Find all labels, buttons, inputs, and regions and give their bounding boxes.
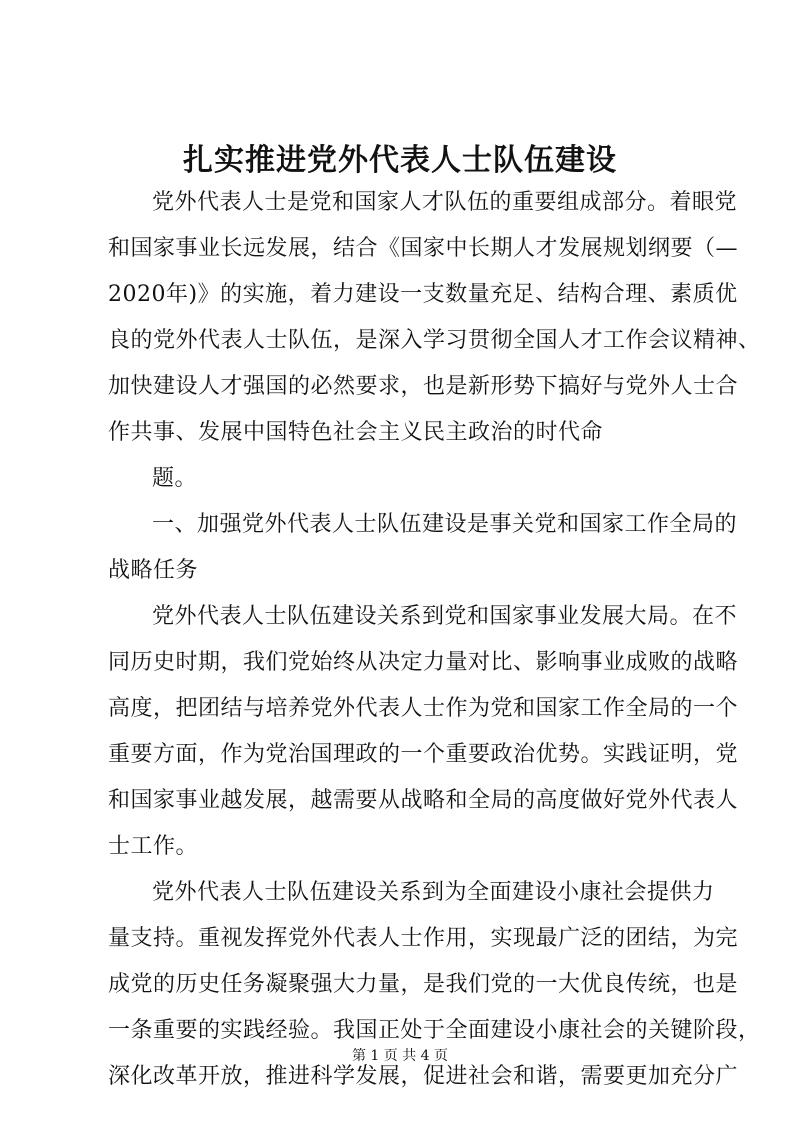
page-footer: 第 1 页 共 4 页 — [351, 1048, 449, 1064]
text-line: 党外代表人士队伍建设关系到党和国家事业发展大局。在不 — [152, 604, 738, 629]
text-line: 党外代表人士队伍建设关系到为全面建设小康社会提供力 — [152, 880, 715, 905]
text-line: 加快建设人才强国的必然要求，也是新形势下搞好与党外人士合 — [108, 374, 739, 399]
text-line: 量支持。重视发挥党外代表人士作用，实现最广泛的团结，为完 — [108, 926, 739, 951]
text-line: 作共事、发展中国特色社会主义民主政治的时代命 — [108, 420, 604, 445]
text-line: 题。 — [152, 466, 198, 491]
text-line: 良的党外代表人士队伍，是深入学习贯彻全国人才工作会议精神、 — [108, 328, 761, 353]
text-line: 一条重要的实践经验。我国正处于全面建设小康社会的关键阶段， — [108, 1018, 761, 1043]
text-line: 深化改革开放，推进科学发展，促进社会和谐，需要更加充分广 — [108, 1064, 739, 1089]
page-title: 扎实推进党外代表人士队伍建设 — [183, 143, 617, 178]
text-line: 高度，把团结与培养党外代表人士作为党和国家工作全局的一个 — [108, 696, 739, 721]
text-line: 成党的历史任务凝聚强大力量，是我们党的一大优良传统，也是 — [108, 972, 739, 997]
text-line: 2020年)》的实施，着力建设一支数量充足、结构合理、素质优 — [108, 282, 738, 307]
text-line: 和国家事业长远发展，结合《国家中长期人才发展规划纲要（— — [108, 236, 739, 261]
text-line: 同历史时期，我们党始终从决定力量对比、影响事业成败的战略 — [108, 650, 739, 675]
text-line: 士工作。 — [108, 834, 199, 859]
section-heading-line: 一、加强党外代表人士队伍建设是事关党和国家工作全局的 — [152, 512, 738, 537]
section-heading-line: 战略任务 — [108, 558, 199, 583]
text-line: 重要方面，作为党治国理政的一个重要政治优势。实践证明，党 — [108, 742, 739, 767]
text-line: 党外代表人士是党和国家人才队伍的重要组成部分。着眼党 — [152, 190, 738, 215]
text-line: 和国家事业越发展，越需要从战略和全局的高度做好党外代表人 — [108, 788, 739, 813]
